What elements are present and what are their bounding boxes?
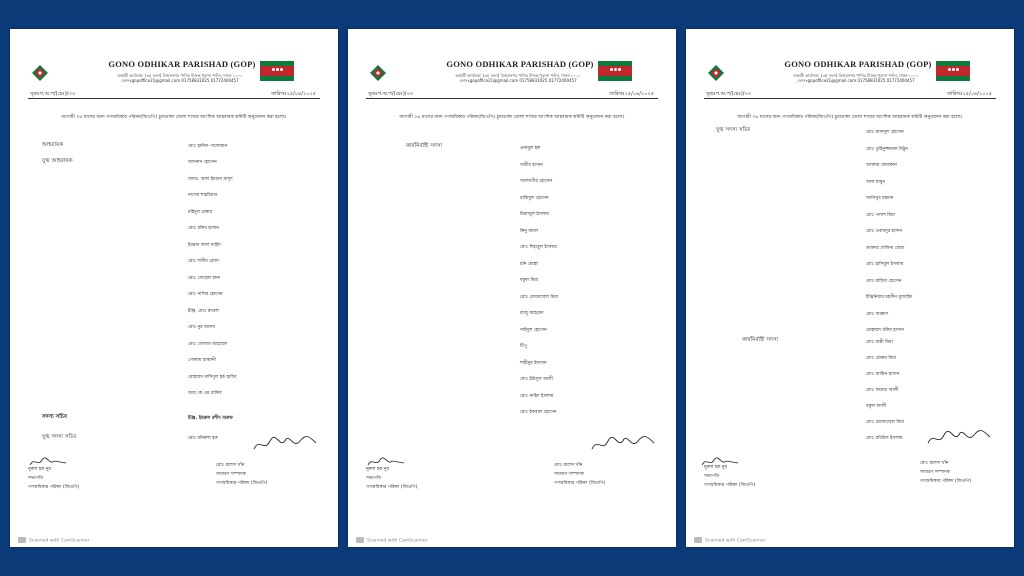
signatory-right [216, 461, 267, 488]
member-name: মোঃ রোকন মিয়া [866, 356, 897, 361]
left-name: নুরুল হক নুর [366, 467, 390, 472]
section-label: কার্যনির্বাহী সদস্য [406, 143, 443, 149]
right-org: গণঅধিকার পরিষদ (জিওপি) [216, 481, 268, 486]
right-org: গণঅধিকার পরিষদ (জিওপি) [554, 481, 606, 486]
camscanner-icon [694, 537, 702, 543]
member-name: মোঃ ওবায়দুর হাসান [866, 229, 903, 234]
gop-diamond-logo-icon [32, 65, 48, 81]
member-name: মোঃ তুহিনুজ্জামান মিঠুন [866, 146, 908, 152]
member-name: মোঃ মোজাম্মেল মিয়া [866, 420, 905, 425]
role-label: যুগ্ম আহবায়ক [42, 158, 73, 164]
signature-right-icon [250, 433, 320, 455]
member-name: নাসের শাহরিয়ার [188, 193, 218, 198]
member-name: আক্তার ফোরকান [866, 163, 897, 168]
member-name: মোঃ গোলাম আহম্মেদ [188, 342, 228, 347]
right-title: সাধারণ সম্পাদক [554, 472, 584, 477]
member-name: মোঃ হাসিবুল ইসলাম [866, 262, 904, 267]
member-name: সজীব হাসান [520, 162, 543, 168]
org-name: GONO ODHIKAR PARISHAD (GOP) [446, 59, 594, 69]
member-name: মোঃ শামীম রেজা [188, 259, 219, 264]
signatory-left [28, 465, 79, 492]
right-org: গণঅধিকার পরিষদ (জিওপি) [920, 479, 972, 484]
signatory-right [920, 459, 971, 486]
intro-text: আগামী ০৬ মাসের জন্য গণঅধিকার পরিষদ(জিওপি) চুয়াডাঙ্গা জেলা শাখার আংশিক আহবায়ক কমিটি অনুমোদন করা হলোঃ [61, 115, 287, 120]
document-page-1 [10, 29, 338, 547]
left-org: গণঅধিকার পরিষদ (জিওপি) [366, 485, 418, 490]
signatory-left [366, 465, 417, 492]
member-name: ইঞ্জি. ইমরুল রশীদ মারুফ [188, 416, 233, 421]
member-name: ইমরান আল নাহিদ [188, 243, 221, 248]
member-name: মোঃ শিহাবুল ইসলাম [520, 245, 557, 250]
right-name: মোঃ রাশেদ খাঁন [920, 461, 949, 466]
member-name: ইঞ্জি. মোঃ রুবেল [188, 309, 219, 314]
role-label: আহবায়ক [42, 142, 64, 148]
member-name: মোঃ রকিব হাসান [188, 226, 219, 231]
role-label: সদস্য সচিব [42, 414, 67, 420]
member-name: আলমগীর হোসেন [520, 179, 553, 184]
member-name: আনিসুর রহমান [866, 196, 894, 201]
right-name: মোঃ রাশেদ খাঁন [216, 463, 245, 468]
document-page-2 [348, 29, 676, 547]
document-page-3 [686, 29, 1014, 547]
org-address [746, 73, 966, 83]
gop-flag-icon [936, 61, 970, 81]
memo-number: সূত্রঃগ.অ.প/(চেঃ)/৩৩ [706, 91, 751, 97]
member-name: রাকিবুল হোসেন [520, 195, 549, 201]
intro-text: আগামী ০৬ মাসের জন্য গণঅধিকার পরিষদ(জিওপি) চুয়াডাঙ্গা জেলা শাখার আংশিক আহবায়ক কমিটি অনুমোদন করা হলোঃ [737, 115, 963, 120]
member-name: টিপু [520, 344, 527, 349]
watermark-text: Scanned with CamScanner [705, 538, 766, 543]
member-name: মোঃ পলাশ মিয়া [866, 212, 896, 218]
member-name: ইঞ্জিনিয়ার মহসীন মুজাহিদ [866, 295, 913, 300]
member-name: মোঃ নাহিদ ইসলাম [520, 393, 554, 399]
org-name: GONO ODHIKAR PARISHAD (GOP) [784, 59, 932, 69]
scanner-watermark [18, 537, 90, 544]
member-name: বকুল আলী [866, 404, 887, 409]
member-name: মোঃ ইউসুফ আলী [520, 377, 553, 382]
member-name: মোঃ রবিউল ইসলাম [866, 436, 903, 441]
signatory-right [554, 461, 605, 488]
member-name: মোঃ আমিন হাসান [866, 372, 900, 377]
address-line-1: অস্থায়ী কার্যালয়: (৩য় তলা) বিজয়নগর পানির ট্যাংক,পুরানা পল্টন, ঢাকা-১০০০ [455, 73, 581, 78]
scanner-watermark [356, 537, 428, 544]
member-name: মোঃ হানিফ পালোয়ান [188, 144, 228, 149]
header-divider [28, 98, 320, 99]
member-name: আদনান হোসেন [188, 160, 217, 165]
member-name: এনামুল হক [520, 146, 541, 151]
signature-right-icon [588, 433, 658, 455]
memo-number: সূত্রঃগ.অ.প/(চেঃ)/৩৩ [30, 91, 75, 97]
gop-flag-icon [598, 61, 632, 81]
member-name: মোঃ বাপ্পী মিয়া [866, 340, 893, 345]
section-label-b: কার্যনির্বাহী সদস্য [742, 337, 779, 343]
member-name: মোঃ আক্কাস [866, 311, 889, 317]
org-address [70, 73, 290, 83]
memo-number: সূত্রঃগ.অ.প/(চেঃ)/৩৩ [368, 91, 413, 97]
member-name: শাহীনুর ইসলাম [520, 360, 547, 366]
member-name: মহিদুল মেম্বার [188, 210, 213, 215]
left-title: সভাপতি [366, 476, 382, 481]
watermark-text: Scanned with CamScanner [367, 538, 428, 543]
member-name: মিরাজুল ইসলাম [520, 212, 549, 217]
member-name: মোঃ ফয়েজ আলী [866, 388, 899, 393]
role-label: যুগ্ম সদস্য সচিব [42, 434, 77, 440]
watermark-text: Scanned with CamScanner [29, 538, 90, 543]
member-name: মোঃ রাজিব হোসেন [866, 278, 902, 284]
member-name: মোঃ নাসির হোসেন [188, 292, 223, 297]
member-name: ডাক্তার শেলিনা রেজা [866, 245, 905, 251]
camscanner-icon [18, 537, 26, 543]
intro-text: আগামী ০৬ মাসের জন্য গণঅধিকার পরিষদ(জিওপি) চুয়াডাঙ্গা জেলা শাখার আংশিক আহবায়ক কমিটি অনুমোদন করা হলোঃ [399, 115, 625, 120]
member-name: মোঃ মনিরুল হক [188, 436, 218, 441]
left-org: গণঅধিকার পরিষদ (জিওপি) [704, 483, 756, 488]
member-name: গোলাম রাব্বানী [188, 358, 216, 363]
scanner-watermark [694, 537, 766, 544]
member-name: অ্যাড. আল ইমরান মাসুদ [188, 177, 233, 182]
signature-right-icon [924, 427, 994, 449]
member-name: মোঃ সোহেল রানা [188, 276, 221, 281]
member-name: মোঃ মোজাম্মেল মিয়া [520, 294, 559, 300]
address-line-2: ফোনঃgopoffice21@gmail.com 01758831025 01772400457 [459, 78, 577, 83]
member-name: মোহাম্মদ রকিব হাসান [866, 328, 904, 333]
member-name: মোঃ মাসাদুল হোসেন [866, 130, 904, 135]
member-name: আর কে এম রাকিব [188, 391, 222, 396]
date: তারিখঃ২৫/০৪/২০২৫ [609, 91, 654, 97]
left-title: সভাপতি [704, 474, 720, 479]
gop-diamond-logo-icon [708, 65, 724, 81]
member-name: রনি মোল্লা [520, 261, 539, 267]
camscanner-icon [356, 537, 364, 543]
member-name: কিনু মন্ডল [520, 228, 538, 234]
header-divider [704, 98, 996, 99]
member-name: আল মামুন [866, 179, 886, 185]
right-title: সাধারণ সম্পাদক [216, 472, 246, 477]
member-name: মোহাম্মদ মাসিদুল হক হাবিব [188, 375, 237, 380]
member-name: মোঃ নুর আলম [188, 325, 216, 330]
address-line-1: অস্থায়ী কার্যালয়: (৩য় তলা) বিজয়নগর পানির ট্যাংক,পুরানা পল্টন, ঢাকা-১০০০ [793, 73, 919, 78]
signatory-left [704, 463, 755, 490]
address-line-2: ফোনঃgopoffice21@gmail.com 01758831025 01772400457 [121, 78, 239, 83]
left-title: সভাপতি [28, 476, 44, 481]
header-divider [366, 98, 658, 99]
section-label-a: যুগ্ম সদস্য সচিব [716, 127, 751, 133]
left-org: গণঅধিকার পরিষদ (জিওপি) [28, 485, 80, 490]
member-name: সাইদুল হোসেন [520, 327, 547, 333]
org-address [408, 73, 628, 83]
member-name: বকুল মিয়া [520, 278, 539, 283]
member-name: মোঃ ইকবাল হোসেন [520, 410, 557, 415]
left-name: নুরুল হক নুর [704, 465, 728, 470]
address-line-1: অস্থায়ী কার্যালয়: (৩য় তলা) বিজয়নগর পানির ট্যাংক,পুরানা পল্টন, ঢাকা-১০০০ [117, 73, 243, 78]
right-name: মোঃ রাশেদ খাঁন [554, 463, 583, 468]
right-title: সাধারণ সম্পাদক [920, 470, 950, 475]
left-name: নুরুল হক নুর [28, 467, 52, 472]
date: তারিখঃ২৫/০৪/২০২৫ [271, 91, 316, 97]
org-name: GONO ODHIKAR PARISHAD (GOP) [108, 59, 256, 69]
gop-diamond-logo-icon [370, 65, 386, 81]
date: তারিখঃ২৫/০৪/২০২৫ [947, 91, 992, 97]
gop-flag-icon [260, 61, 294, 81]
address-line-2: ফোনঃgopoffice21@gmail.com 01758831025 01772400457 [797, 78, 915, 83]
member-name: রাজু আহমেদ [520, 311, 544, 316]
